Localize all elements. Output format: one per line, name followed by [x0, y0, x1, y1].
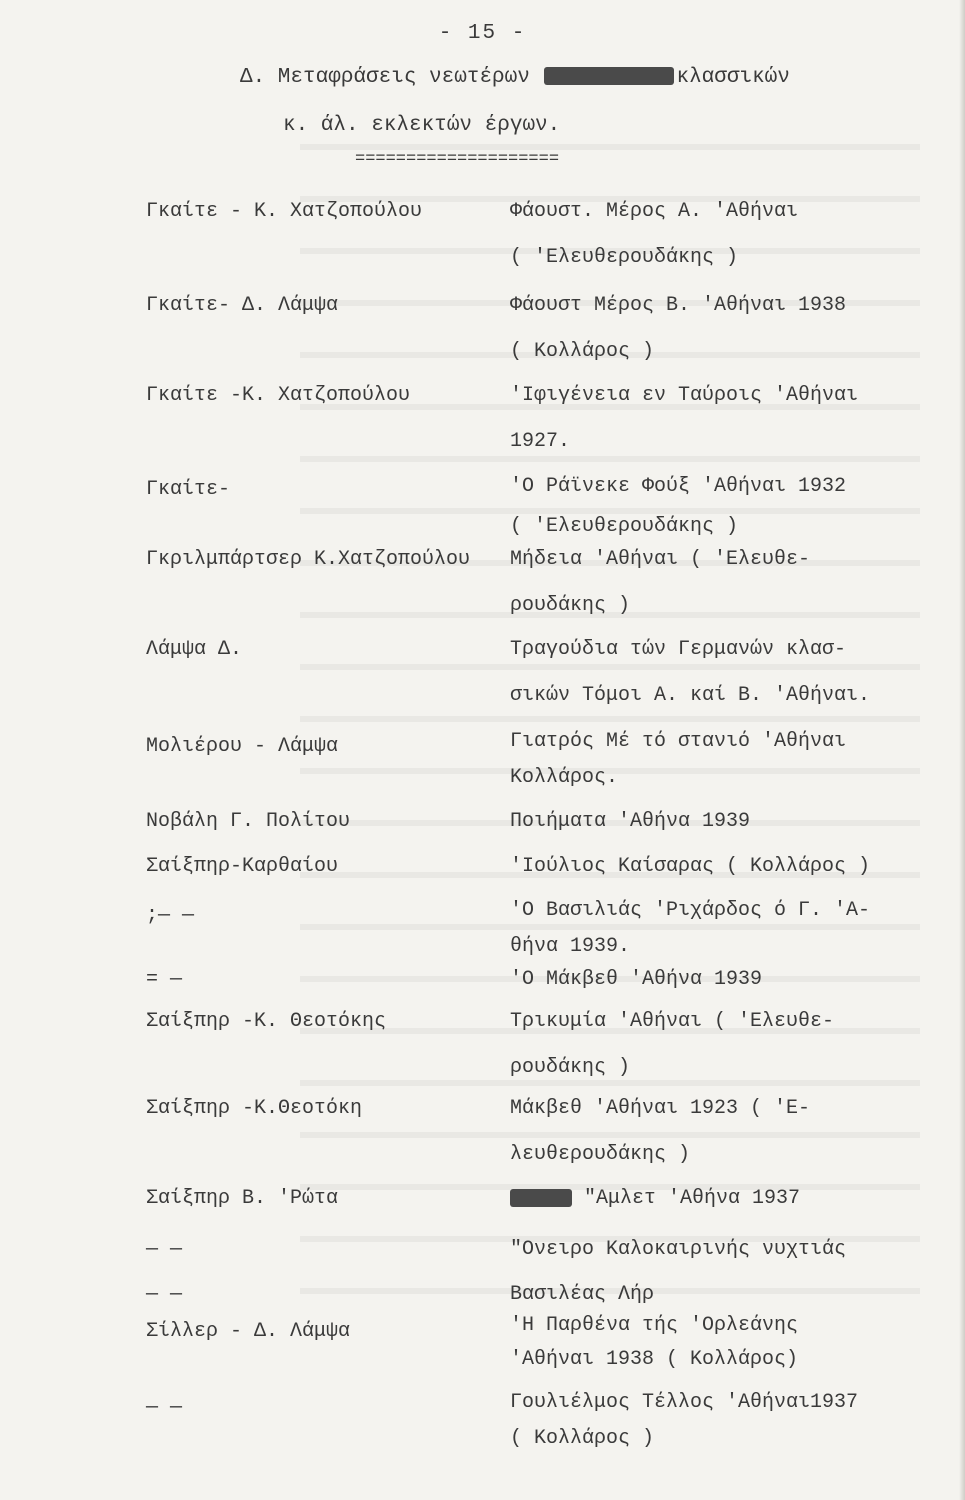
entry-author: Λάμψα Δ. [146, 638, 243, 661]
entry-work [510, 999, 834, 1091]
entry-work-line: σικών Τόμοι Α. καί Β. 'Αθήναι. [510, 684, 871, 707]
entry-work-line: ( Κολλάρος ) [510, 1427, 655, 1450]
entry-work [510, 373, 858, 465]
entry-work [510, 844, 870, 890]
struck-out-word [510, 1189, 572, 1207]
entry-work-line: Κολλάρος. [510, 766, 619, 789]
entry-author: Γκριλμπάρτσερ Κ.Χατζοπούλου [146, 548, 471, 571]
entry-author: — — [146, 1283, 183, 1306]
entry-work-text: "Αμλετ 'Αθήνα 1937 [584, 1187, 801, 1210]
entry-work [510, 799, 750, 845]
entry-work-line: Φάουστ Μέρος Β. 'Αθήναι 1938 [510, 294, 847, 317]
entry-author: — — [146, 1238, 183, 1261]
entry-work-line: λευθερουδάκης ) [510, 1143, 691, 1166]
entry-work [510, 467, 846, 547]
entry-work [510, 189, 798, 281]
entry-author: Σαίξπηρ -Κ.Θεοτόκη [146, 1097, 363, 1120]
heading-line-1-end: κλασσικών [676, 66, 790, 89]
entry-work-line: ρουδάκης ) [510, 594, 631, 617]
entry-author: Μολιέρου - Λάμψα [146, 735, 339, 758]
entry-work-line: Μάκβεθ 'Αθήναι 1923 ( 'Ε- [510, 1097, 811, 1120]
entry-work-line: 'Η Παρθένα τής 'Ορλεάνης [510, 1314, 799, 1337]
entry-author: — — [146, 1396, 183, 1419]
entry-work-line: 'Αθήναι 1938 ( Κολλάρος) [510, 1348, 799, 1371]
entry-work-line: Ποιήματα 'Αθήνα 1939 [510, 810, 751, 833]
entry-work-line: "Ονειρο Καλοκαιρινής νυχτιάς [510, 1238, 847, 1261]
entry-work-line: ( Κολλάρος ) [510, 340, 655, 363]
entry-author: Σίλλερ - Δ. Λάμψα [146, 1320, 351, 1343]
page-edge [959, 0, 965, 1500]
entry-work-line: Βασιλέας Λήρ [510, 1283, 655, 1306]
entry-work-line: 'Ο Μάκβεθ 'Αθήνα 1939 [510, 968, 763, 991]
entry-work-line: 1927. [510, 430, 571, 453]
heading-rule: ==================== [355, 150, 560, 169]
entry-work [510, 1309, 798, 1377]
heading-line-1-start: Δ. Μεταφράσεις νεωτέρων [240, 66, 530, 89]
entry-work-line: 'Ο Ράϊνεκε Φούξ 'Αθήναι 1932 [510, 475, 847, 498]
entry-work-line: Φάουστ. Μέρος Α. 'Αθήναι [510, 200, 799, 223]
entry-work [510, 1176, 800, 1222]
entry-work [510, 893, 870, 965]
entry-work [510, 1385, 858, 1457]
entry-author: Σαίξπηρ -Κ. Θεοτόκης [146, 1010, 387, 1033]
entry-author: Σαίξπηρ-Καρθαίου [146, 855, 339, 878]
entry-work-line: Τρικυμία 'Αθήναι ( 'Ελευθε- [510, 1010, 835, 1033]
entry-work-line: Τραγούδια τών Γερμανών κλασ- [510, 638, 847, 661]
entry-author: Γκαίτε -Κ. Χατζοπούλου [146, 384, 411, 407]
struck-out-word [544, 67, 674, 85]
entry-author: Νοβάλη Γ. Πολίτου [146, 810, 351, 833]
entry-work-line: Μήδεια 'Αθήναι ( 'Ελευθε- [510, 548, 811, 571]
entry-work [510, 957, 762, 1003]
entry-work-line: 'Ο Βασιλιάς 'Ριχάρδος ό Γ. 'Α- [510, 899, 871, 922]
entry-work-line: θήνα 1939. [510, 935, 631, 958]
entry-author: Γκαίτε- Δ. Λάμψα [146, 294, 339, 317]
entry-work [510, 537, 810, 629]
entry-author: ;— — [146, 904, 195, 927]
entry-work [510, 1086, 810, 1178]
entry-author: Γκαίτε - Κ. Χατζοπούλου [146, 200, 423, 223]
heading-line-2: κ. άλ. εκλεκτών έργων. [283, 114, 561, 137]
entry-work [510, 724, 846, 796]
entry-work-line: Γουλιέλμος Τέλλος 'Αθήναι1937 [510, 1391, 859, 1414]
heading-line-1 [240, 66, 790, 89]
entry-work [510, 283, 846, 375]
entry-work-line: 'Ιούλιος Καίσαρας ( Κολλάρος ) [510, 855, 871, 878]
entry-author: Γκαίτε- [146, 478, 231, 501]
entry-work-line: ρουδάκης ) [510, 1056, 631, 1079]
entry-work-line: ( 'Ελευθερουδάκης ) [510, 246, 739, 269]
entry-work-line [510, 1176, 800, 1222]
entry-work-line: Γιατρός Μέ τό στανιό 'Αθήναι [510, 730, 847, 753]
entry-author: = — [146, 968, 183, 991]
entry-author: Σαίξπηρ Β. 'Ρώτα [146, 1187, 339, 1210]
entry-work [510, 1227, 846, 1273]
page-number: - 15 - [438, 22, 527, 45]
entry-work [510, 627, 870, 719]
entry-work-line: 'Ιφιγένεια εν Ταύροις 'Αθήναι [510, 384, 859, 407]
entry-work-line: ( 'Ελευθερουδάκης ) [510, 515, 739, 538]
